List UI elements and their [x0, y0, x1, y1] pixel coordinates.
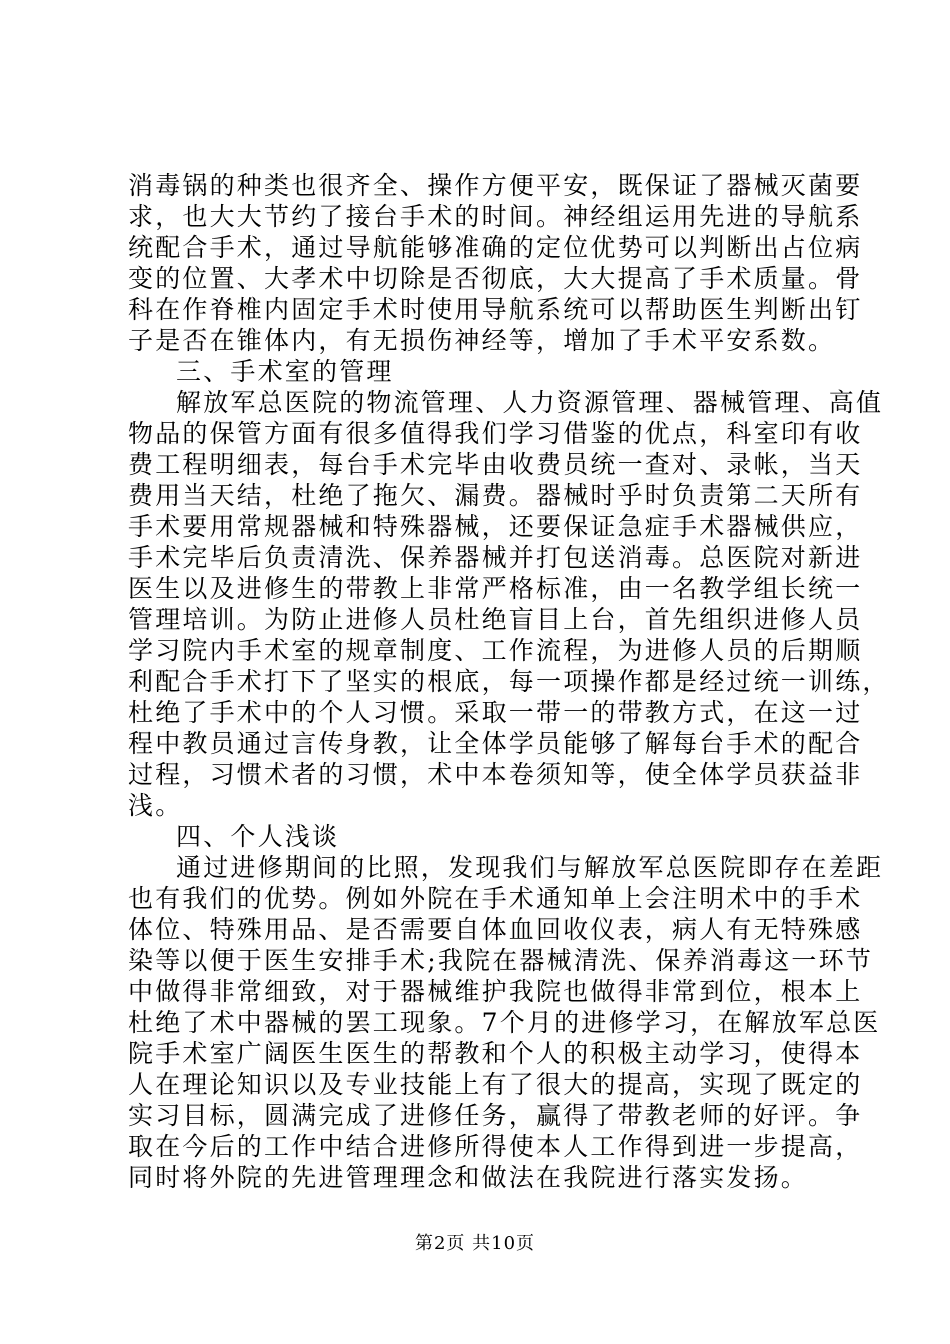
text-line: 费用当天结，杜绝了拖欠、漏费。器械时乎时负责第二天所有	[128, 481, 863, 510]
text-line: 过程，习惯术者的习惯，术中本卷须知等，使全体学员获益非	[128, 760, 863, 789]
text-line: 通过进修期间的比照，发现我们与解放军总医院即存在差距	[176, 853, 884, 882]
paragraph-instruments-navigation	[128, 170, 863, 356]
text-line: 解放军总医院的物流管理、人力资源管理、器械管理、高值	[176, 388, 884, 417]
paragraph-management	[128, 387, 890, 821]
text-line: 杜绝了手术中的个人习惯。采取一带一的带教方式，在这一过	[128, 698, 863, 727]
text-line: 统配合手术，通过导航能够准确的定位优势可以判断出占位病	[128, 233, 863, 262]
text-line: 实习目标，圆满完成了进修任务，赢得了带教老师的好评。争	[128, 1101, 863, 1130]
text-line: 也有我们的优势。例如外院在手术通知单上会注明术中的手术	[128, 884, 863, 913]
text-line: 科在作脊椎内固定手术时使用导航系统可以帮助医生判断出钉	[128, 295, 863, 324]
text-line: 杜绝了术中器械的罢工现象。7个月的进修学习，在解放军总医	[128, 1008, 881, 1037]
text-line: 消毒锅的种类也很齐全、操作方便平安，既保证了器械灭菌要	[128, 171, 863, 200]
text-line: 管理培训。为防止进修人员杜绝盲目上台，首先组织进修人员	[128, 605, 863, 634]
text-line: 人在理论知识以及专业技能上有了很大的提高，实现了既定的	[128, 1070, 863, 1099]
text-line: 体位、特殊用品、是否需要自体血回收仪表，病人有无特殊感	[128, 915, 863, 944]
text-line: 中做得非常细致，对于器械维护我院也做得非常到位，根本上	[128, 977, 863, 1006]
text-line: 院手术室广阔医生医生的帮教和个人的积极主动学习，使得本	[128, 1039, 863, 1068]
paragraph-personal	[128, 852, 884, 1193]
text-line: 染等以便于医生安排手术;我院在器械清洗、保养消毒这一环节	[128, 946, 874, 975]
section-heading-personal: 四、个人浅谈	[176, 822, 340, 851]
text-line: 物品的保管方面有很多值得我们学习借鉴的优点，科室印有收	[128, 419, 863, 448]
text-line: 学习院内手术室的规章制度、工作流程，为进修人员的后期顺	[128, 636, 863, 665]
text-line: 浅。	[128, 791, 183, 820]
text-line: 费工程明细表，每台手术完毕由收费员统一查对、录帐，当天	[128, 450, 863, 479]
page-number-footer: 第2页 共10页	[414, 1233, 536, 1254]
section-heading-management: 三、手术室的管理	[176, 357, 394, 386]
document-body	[128, 170, 890, 1193]
text-line: 医生以及进修生的带教上非常严格标准，由一名教学组长统一	[128, 574, 863, 603]
text-line: 同时将外院的先进管理理念和做法在我院进行落实发扬。	[128, 1163, 809, 1192]
text-line: 求，也大大节约了接台手术的时间。神经组运用先进的导航系	[128, 202, 863, 231]
text-line: 变的位置、大孝术中切除是否彻底，大大提高了手术质量。骨	[128, 264, 863, 293]
text-line: 子是否在锥体内，有无损伤神经等，增加了手术平安系数。	[128, 326, 836, 355]
text-line: 程中教员通过言传身教，让全体学员能够了解每台手术的配合	[128, 729, 863, 758]
text-line: 手术要用常规器械和特殊器械，还要保证急症手术器械供应，	[128, 512, 863, 541]
text-line: 取在今后的工作中结合进修所得使本人工作得到进一步提高，	[128, 1132, 863, 1161]
text-line: 利配合手术打下了坚实的根底，每一项操作都是经过统一训练，	[128, 667, 890, 696]
text-line: 手术完毕后负责清洗、保养器械并打包送消毒。总医院对新进	[128, 543, 863, 572]
